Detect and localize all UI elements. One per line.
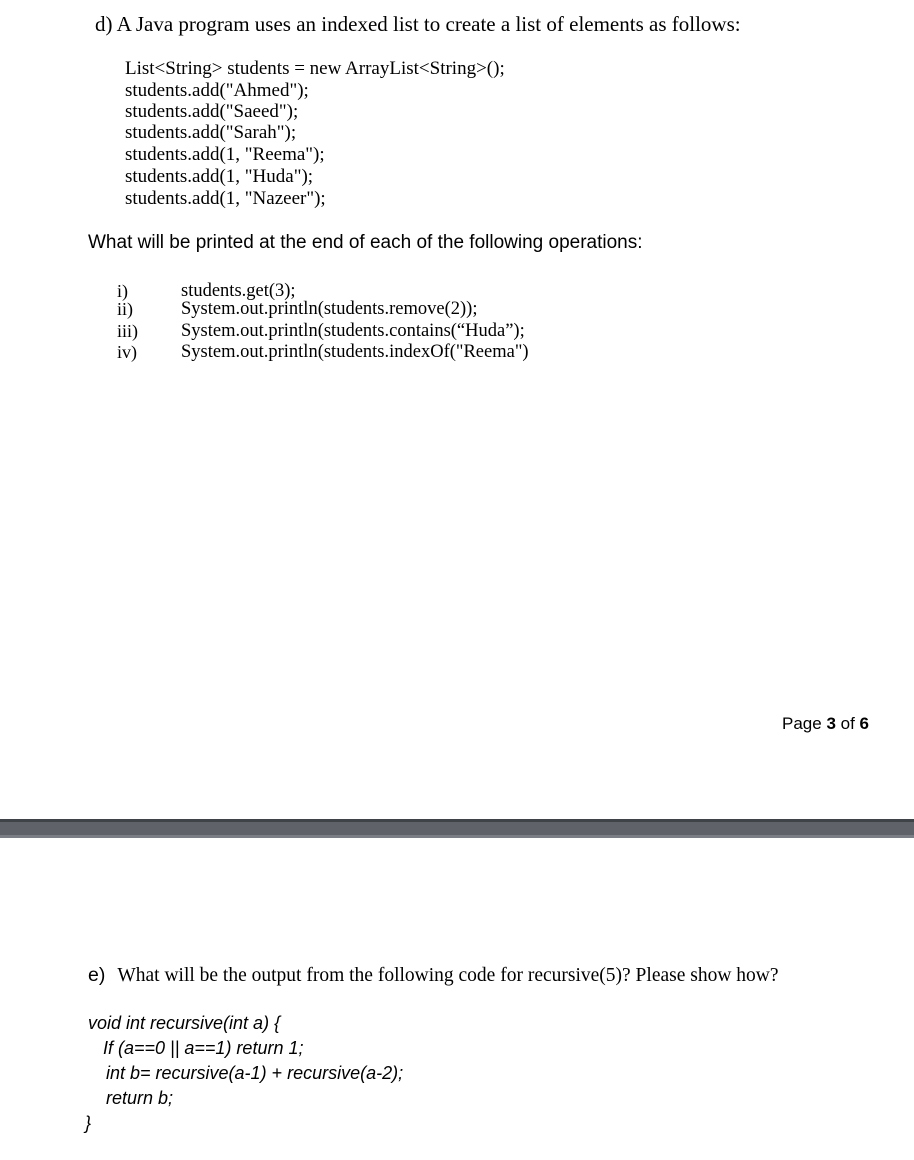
operation-number: ii) [117,299,133,319]
code-line: If (a==0 || a==1) return 1; [103,1038,304,1058]
page-current: 3 [826,714,836,733]
code-line: void int recursive(int a) { [88,1013,281,1033]
code-line: List<String> students = new ArrayList<String>(); [125,58,505,79]
operation-text: System.out.println(students.contains(“Huda”); [181,321,525,341]
code-line: students.add("Ahmed"); [125,80,309,101]
question-e-label: e) [88,964,106,986]
page-number [782,714,869,734]
question-d-title: d) A Java program uses an indexed list to create a list of elements as follows: [95,12,741,36]
code-line: return b; [106,1088,174,1108]
operation-number: iii) [117,321,138,341]
operation-number: i) [117,281,128,301]
page-separator [0,819,914,838]
operation-text: System.out.println(students.indexOf("Reema") [181,342,529,362]
code-line: int b= recursive(a-1) + recursive(a-2); [106,1063,404,1083]
code-line: } [85,1113,92,1133]
code-line: students.add(1, "Huda"); [125,166,314,187]
operation-text: students.get(3); [181,281,296,301]
page-middle: of [835,714,860,733]
page-total: 6 [859,714,869,733]
code-line: students.add("Saeed"); [125,101,299,122]
code-line: students.add(1, "Nazeer"); [125,188,326,209]
operation-text: System.out.println(students.remove(2)); [181,299,478,319]
code-line: students.add("Sarah"); [125,122,297,143]
operations-prompt: What will be printed at the end of each of the following operations: [88,232,643,253]
page-prefix: Page [782,714,827,733]
code-line: students.add(1, "Reema"); [125,144,325,165]
question-e-title [88,964,779,987]
operation-number: iv) [117,342,137,362]
question-e-text: What will be the output from the following code for recursive(5)? Please show how? [117,965,779,986]
